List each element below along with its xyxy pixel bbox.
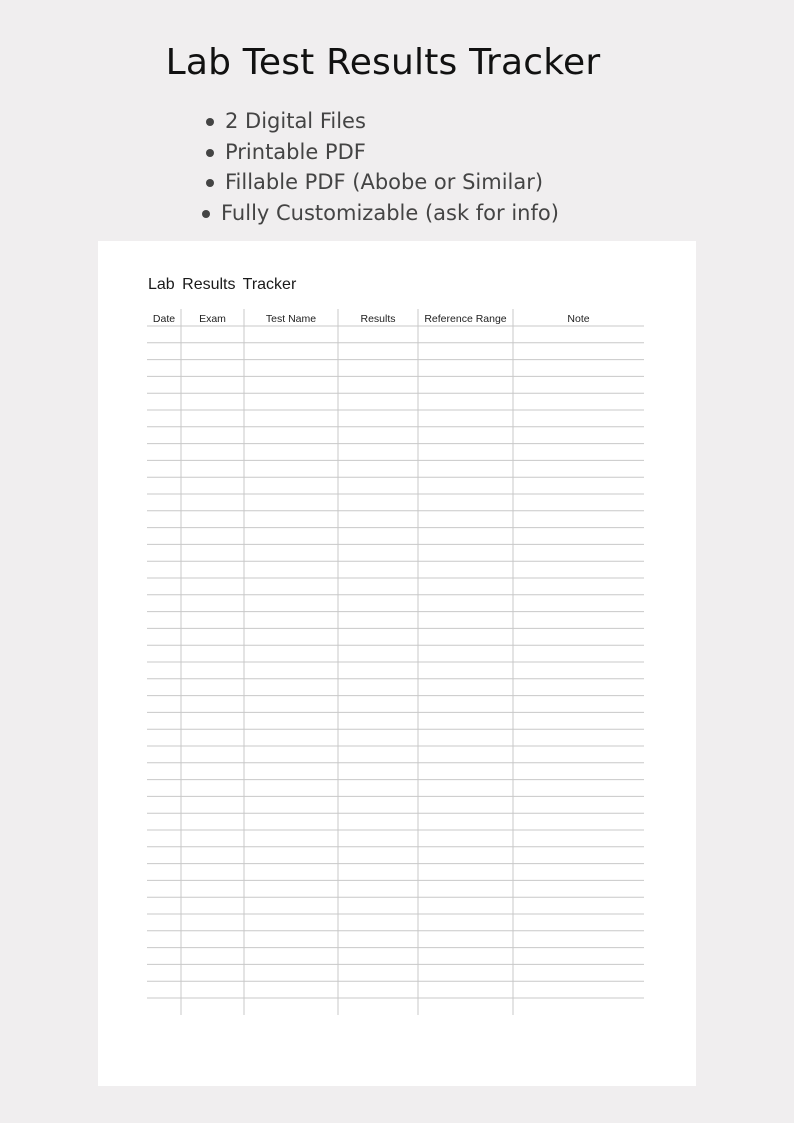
column-header-date: Date <box>152 313 176 325</box>
page-title: Lab Test Results Tracker <box>165 42 601 83</box>
column-header-exam: Exam <box>199 313 226 325</box>
column-header-results: Results <box>360 313 396 325</box>
feature-item: Printable PDF <box>203 137 559 168</box>
column-header-reference-range: Reference Range <box>424 313 507 325</box>
feature-item: 2 Digital Files <box>203 106 559 137</box>
table-grid-lines <box>147 309 644 1015</box>
sheet-title: Lab Results Tracker <box>148 276 297 293</box>
tracker-table <box>147 309 644 1015</box>
feature-item: Fully Customizable (ask for info) <box>199 198 559 229</box>
tracker-sheet <box>98 241 696 1086</box>
feature-item: Fillable PDF (Abobe or Similar) <box>203 167 559 198</box>
feature-list <box>203 106 559 228</box>
column-header-test-name: Test Name <box>265 313 317 325</box>
column-header-note: Note <box>567 313 590 325</box>
